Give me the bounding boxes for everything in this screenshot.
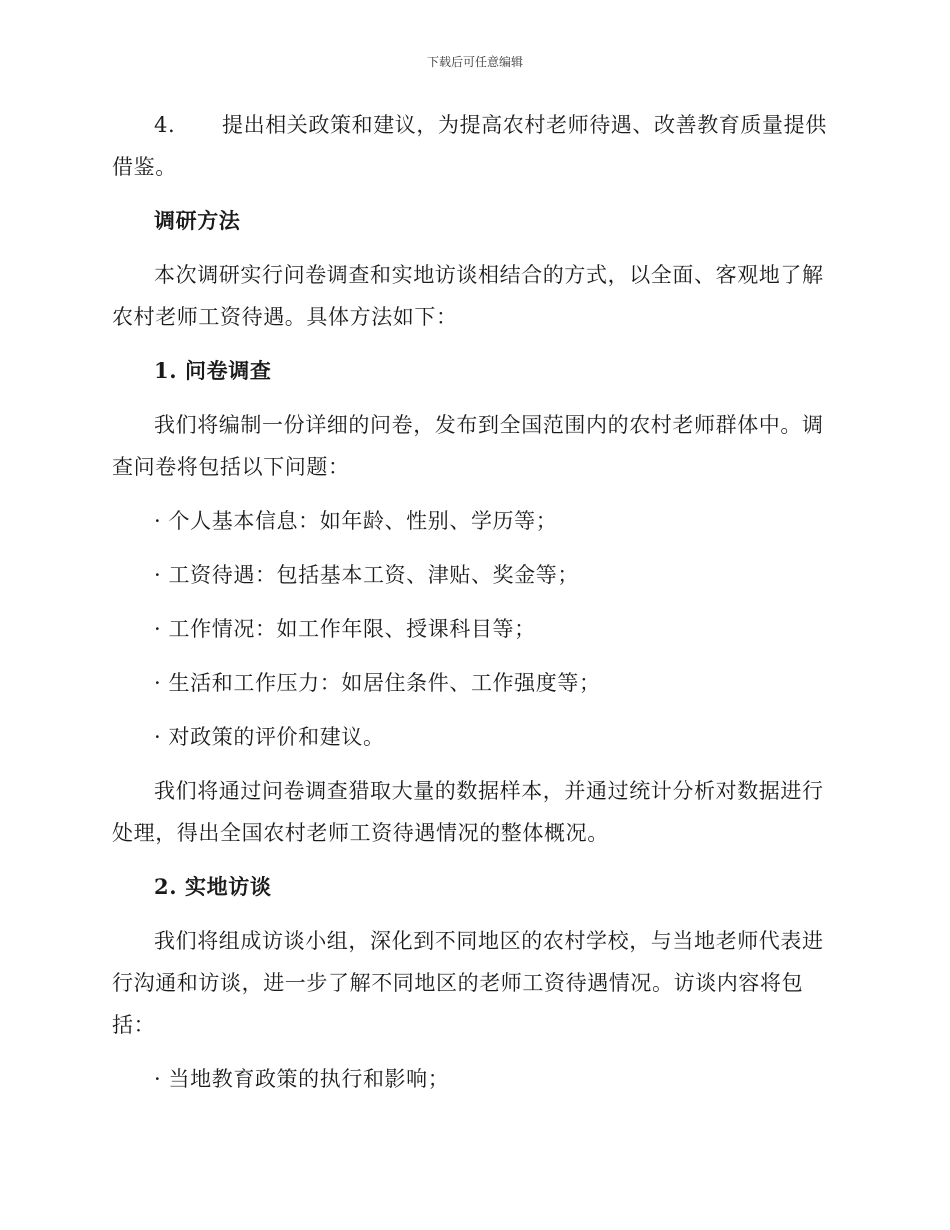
list-item: · 个人基本信息：如年龄、性别、学历等；	[154, 509, 558, 533]
questionnaire-conclusion-paragraph: 我们将通过问卷调查猎取大量的数据样本，并通过统计分析对数据进行处理，得出全国农村老师工资待遇情况的整体概况。	[112, 779, 824, 845]
document-body	[112, 104, 832, 1112]
list-item: · 对政策的评价和建议。	[154, 725, 385, 749]
section-heading-questionnaire: 1. 问卷调查	[154, 358, 272, 383]
item-text: 提出相关政策和建议，为提高农村老师待遇、改善教育质量提供借鉴。	[112, 113, 827, 179]
item-4-paragraph	[112, 104, 832, 188]
interview-intro-paragraph: 我们将组成访谈小组，深化到不同地区的农村学校，与当地老师代表进行沟通和访谈，进一步了解不同地区的老师工资待遇情况。访谈内容将包括：	[112, 929, 824, 1037]
list-item: · 生活和工作压力：如居住条件、工作强度等；	[154, 671, 601, 695]
questionnaire-intro-paragraph: 我们将编制一份详细的问卷，发布到全国范围内的农村老师群体中。调查问卷将包括以下问题：	[112, 413, 824, 479]
list-item: · 工作情况：如工作年限、授课科目等；	[154, 617, 536, 641]
item-number: 4.	[154, 113, 176, 137]
page-header: 下载后可任意编辑	[426, 55, 523, 69]
section-heading-interview: 2. 实地访谈	[154, 874, 272, 899]
methods-intro-paragraph: 本次调研实行问卷调查和实地访谈相结合的方式，以全面、客观地了解农村老师工资待遇。具体方法如下：	[112, 263, 824, 329]
list-item: · 工资待遇：包括基本工资、津贴、奖金等；	[154, 563, 579, 587]
list-item: · 当地教育政策的执行和影响；	[154, 1067, 450, 1091]
section-heading-methods: 调研方法	[154, 208, 241, 233]
